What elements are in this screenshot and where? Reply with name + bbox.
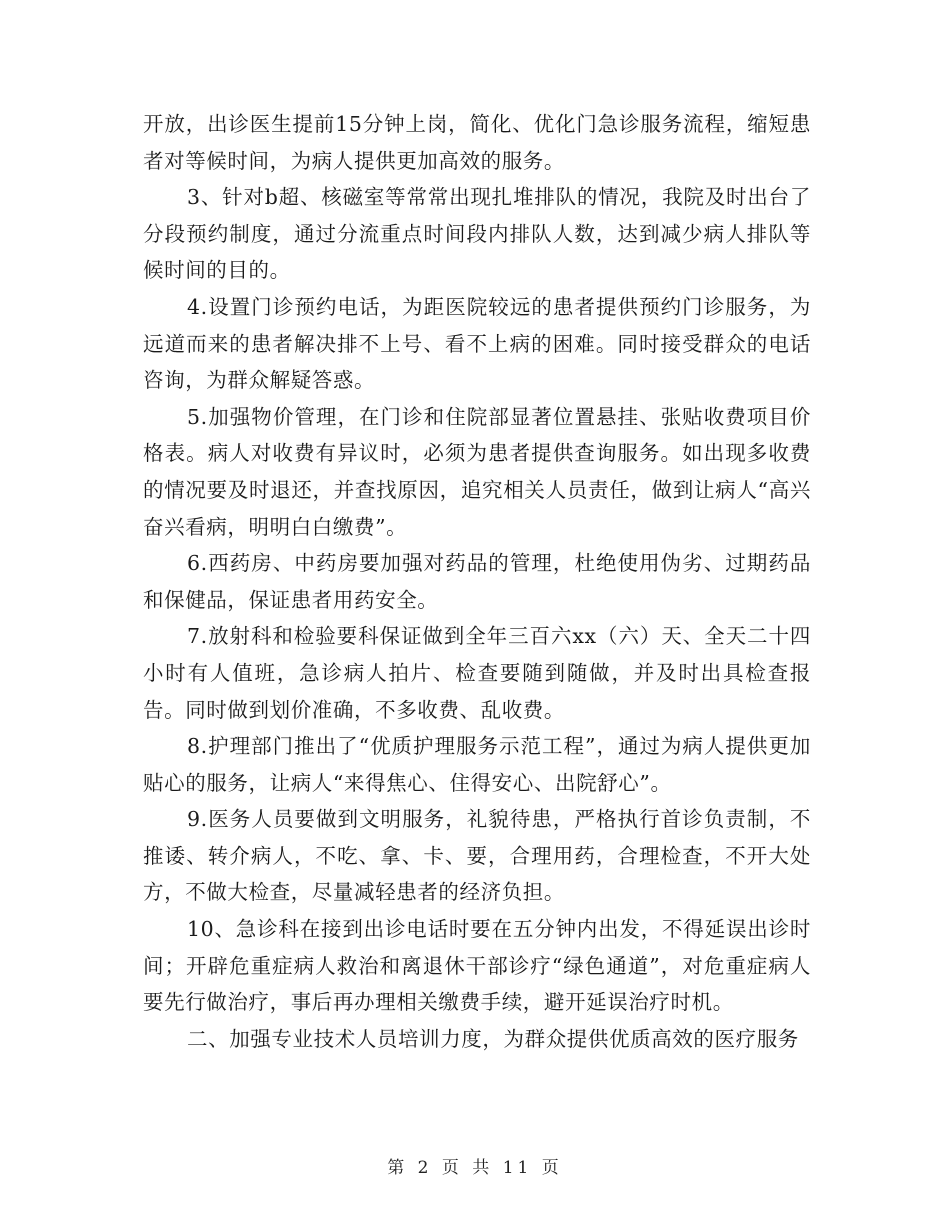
paragraph-4: 5.加强物价管理，在门诊和住院部显著位置悬挂、张贴收费项目价格表。病人对收费有异议时，必须为患者提供查询服务。如出现多收费的情况要及时退还，并查找原因，追究相关人员责任，做到让病人“高兴奋兴看病，明明白白缴费”。 bbox=[143, 404, 811, 539]
section-heading-2: 二、加强专业技术人员培训力度，为群众提供优质高效的医疗服务 bbox=[187, 1026, 799, 1051]
paragraph-3: 4.设置门诊预约电话，为距医院较远的患者提供预约门诊服务，为远道而来的患者解决排不上号、看不上病的困难。同时接受群众的电话咨询，为群众解疑答惑。 bbox=[143, 294, 811, 393]
paragraph-1: 开放，出诊医生提前15分钟上岗，简化、优化门急诊服务流程，缩短患者对等候时间，为病人提供更加高效的服务。 bbox=[143, 112, 811, 173]
paragraph-6: 7.放射科和检验要科保证做到全年三百六xx（六）天、全天二十四小时有人值班，急诊病人拍片、检查要随到随做，并及时出具检查报告。同时做到划价准确，不多收费、乱收费。 bbox=[143, 624, 811, 722]
paragraph-8: 9.医务人员要做到文明服务，礼貌待患，严格执行首诊负责制，不推诿、转介病人，不吃、拿、卡、要，合理用药，合理检查，不开大处方，不做大检查，尽量减轻患者的经济负担。 bbox=[143, 807, 811, 905]
document-body bbox=[143, 106, 811, 1057]
paragraph-5: 6.西药房、中药房要加强对药品的管理，杜绝使用伪劣、过期药品和保健品，保证患者用药安全。 bbox=[143, 551, 811, 612]
paragraph-7: 8.护理部门推出了“优质护理服务示范工程”，通过为病人提供更加贴心的服务，让病人“来得焦心、住得安心、出院舒心”。 bbox=[143, 734, 811, 795]
paragraph-9: 10、急诊科在接到出诊电话时要在五分钟内出发，不得延误出诊时间；开辟危重症病人救治和离退休干部诊疗“绿色通道”，对危重症病人要先行做治疗，事后再办理相关缴费手续，避开延误治疗时机。 bbox=[143, 917, 811, 1015]
paragraph-2: 3、针对b超、核磁室等常常出现扎堆排队的情况，我院及时出台了分段预约制度，通过分流重点时间段内排队人数，达到减少病人排队等候时间的目的。 bbox=[143, 185, 811, 283]
page-number-footer: 第 2 页 共 11 页 bbox=[387, 1158, 563, 1178]
